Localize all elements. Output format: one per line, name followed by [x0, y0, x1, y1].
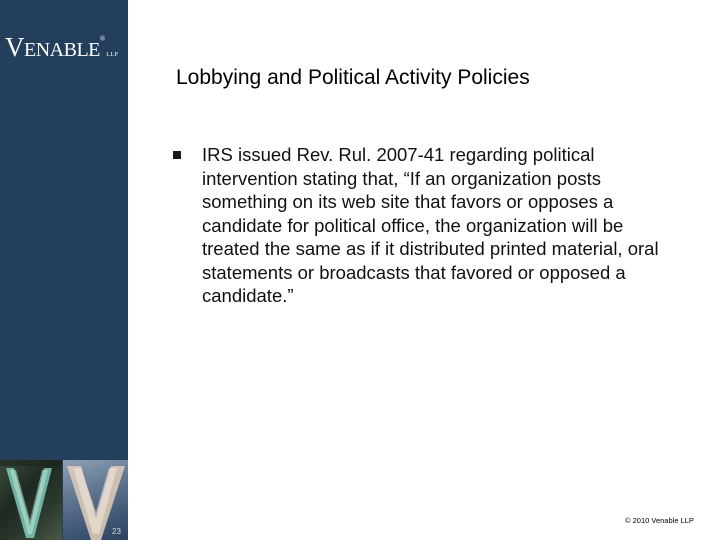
- page-number: 23: [112, 527, 121, 536]
- copyright-notice: © 2010 Venable LLP: [625, 516, 694, 525]
- sidebar: [0, 0, 128, 540]
- venable-logo: VENABLE®LLP: [5, 32, 119, 62]
- bullet-list: [172, 143, 692, 308]
- slide-title: Lobbying and Political Activity Policies: [176, 66, 530, 89]
- bullet-text: IRS issued Rev. Rul. 2007-41 regarding political intervention stating that, “If an organization posts something on its web site that favors or opposes a candidate for political office, the organization will be treated the same as if it distributed printed material, oral statements or broadcasts that favored or opposed a candidate.”: [202, 144, 659, 306]
- bullet-item: [172, 143, 692, 308]
- square-bullet-icon: [173, 151, 181, 159]
- letter-v-photo-left: [0, 460, 62, 540]
